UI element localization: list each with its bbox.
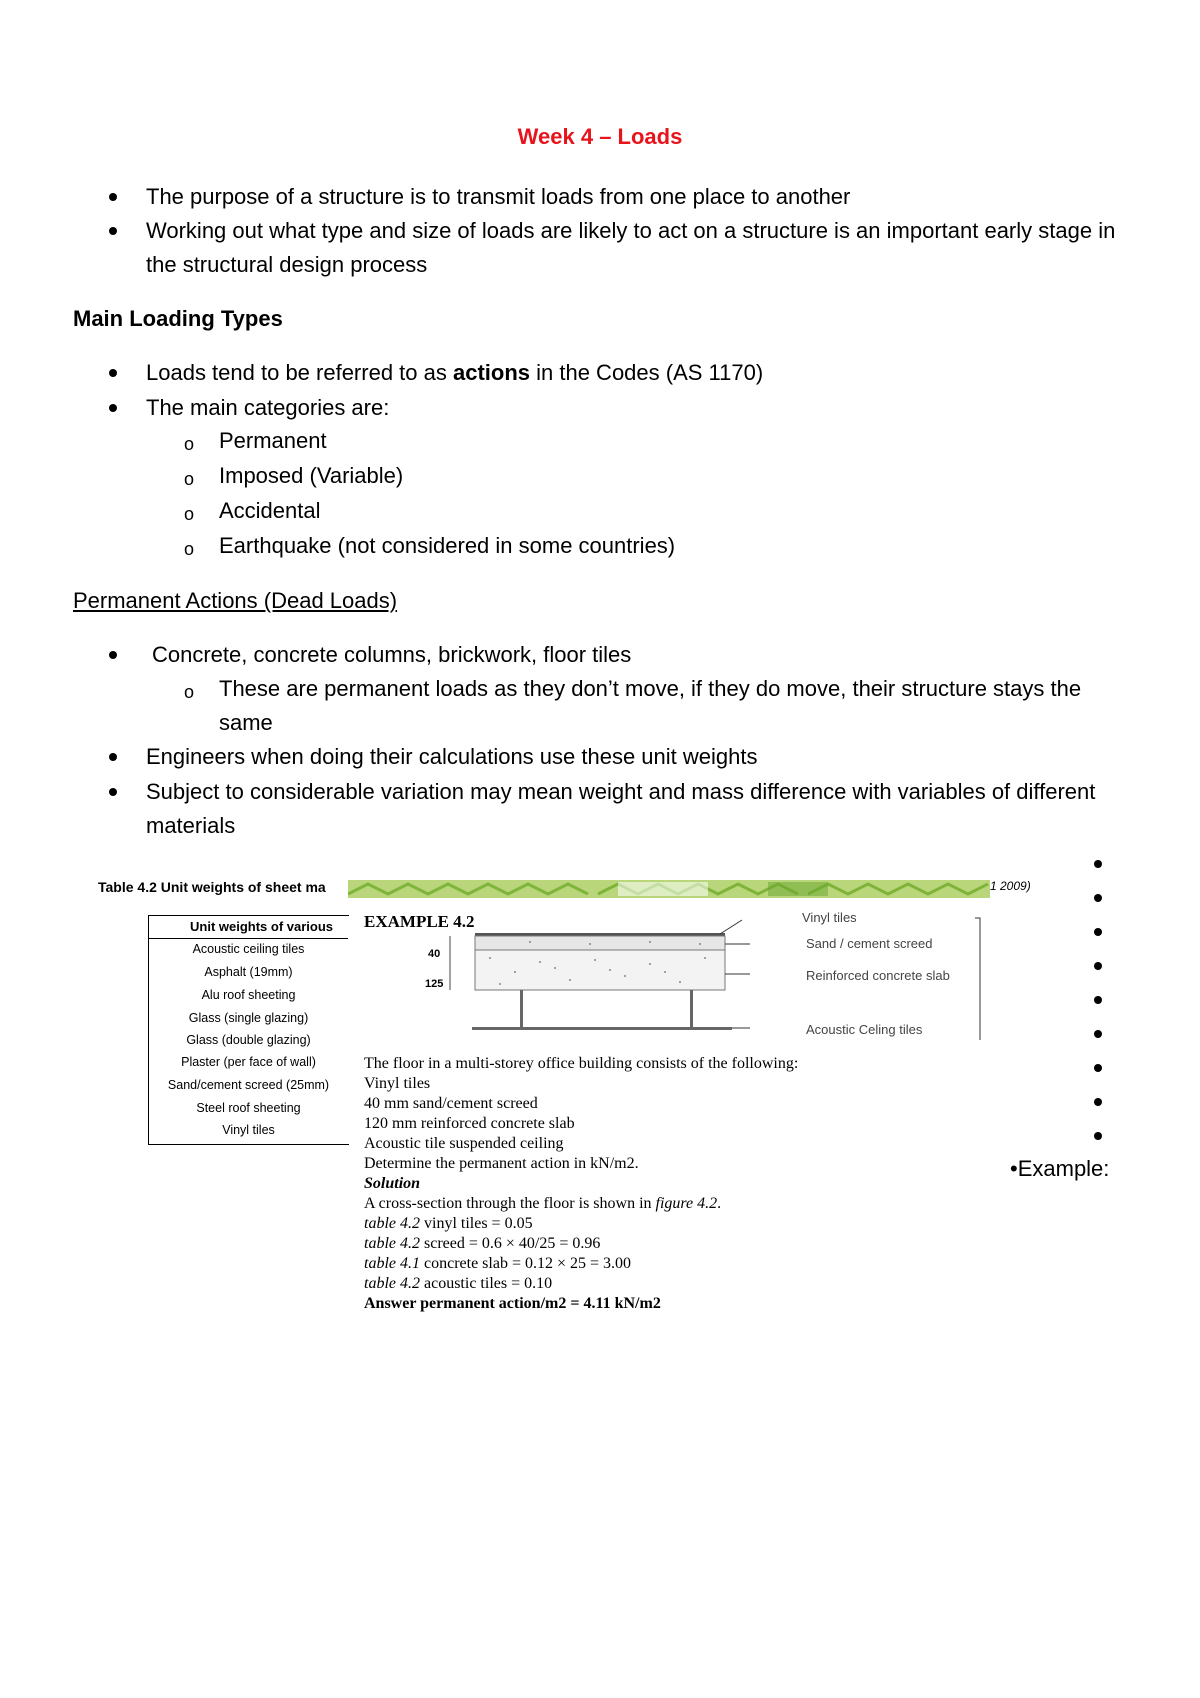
calc-line: [364, 1275, 552, 1293]
dimension-40: 40: [428, 948, 441, 960]
actions-text-post: in the Codes (AS 1170): [530, 360, 764, 385]
bullet-icon: [1094, 860, 1102, 868]
bullet-icon: [1094, 1132, 1102, 1140]
diagram-label: Reinforced concrete slab: [806, 968, 950, 983]
category-item: Imposed (Variable): [219, 463, 404, 488]
table-row: Glass (double glazing): [186, 1033, 311, 1047]
example-heading: EXAMPLE 4.2: [364, 912, 475, 931]
bullet-icon: [109, 193, 117, 201]
intro-bullet-1: The purpose of a structure is to transmit loads from one place to another: [146, 184, 851, 209]
sub-bullet-icon: o: [184, 504, 195, 524]
permanent-bullet-2: Engineers when doing their calculations use these unit weights: [146, 744, 758, 769]
section-heading-main-loading: Main Loading Types: [73, 306, 283, 331]
calc-ref: table 4.1: [364, 1255, 420, 1272]
example-text: 40 mm sand/cement screed: [364, 1095, 538, 1112]
bullet-icon: [109, 788, 117, 796]
dimension-125: 125: [425, 978, 444, 990]
example-text: 120 mm reinforced concrete slab: [364, 1115, 575, 1132]
table-row: Alu roof sheeting: [201, 988, 296, 1002]
table-row: Steel roof sheeting: [196, 1101, 301, 1115]
bullet-icon: [1094, 1030, 1102, 1038]
calc-ref: table 4.2: [364, 1275, 420, 1292]
solution-intro-pre: A cross-section through the floor is shown in: [364, 1195, 656, 1212]
category-item: Earthquake (not considered in some countries): [219, 533, 676, 558]
table-header-divider: [148, 938, 348, 939]
calc-value: concrete slab = 0.12 × 25 = 3.00: [420, 1255, 632, 1272]
table-header: Unit weights of various: [190, 919, 334, 934]
bullet-icon: [1094, 962, 1102, 970]
table-caption: Table 4.2 Unit weights of sheet ma: [98, 879, 326, 895]
table-caption-tail: 1 2009): [990, 879, 1031, 893]
table-row: Vinyl tiles: [222, 1123, 275, 1137]
sub-bullet-icon: o: [184, 682, 195, 702]
bullet-icon: [109, 651, 117, 659]
example-text: The floor in a multi-storey office building consists of the following:: [364, 1055, 799, 1072]
calc-line: [364, 1255, 631, 1273]
calc-ref: table 4.2: [364, 1235, 420, 1252]
main-loading-bullet-1: [146, 356, 763, 390]
table-row: Asphalt (19mm): [204, 965, 293, 979]
solution-heading: Solution: [364, 1175, 421, 1192]
example-label: •Example:: [1010, 1156, 1110, 1181]
calc-line: [364, 1215, 533, 1233]
sub-bullet-icon: o: [184, 539, 195, 559]
answer-line: Answer permanent action/m2 = 4.11 kN/m2: [364, 1295, 661, 1312]
example-text: Vinyl tiles: [364, 1075, 431, 1092]
intro-bullet-2: Working out what type and size of loads are likely to act on a structure is an important early stage in: [146, 218, 1116, 243]
sub-bullet-icon: o: [184, 434, 195, 454]
permanent-bullet-1: Concrete, concrete columns, brickwork, floor tiles: [152, 642, 632, 667]
bullet-icon: [1094, 928, 1102, 936]
solution-intro-post: .: [717, 1195, 722, 1212]
calc-ref: table 4.2: [364, 1215, 420, 1232]
main-loading-bullet-2: The main categories are:: [146, 395, 390, 420]
bullet-icon: [109, 369, 117, 377]
actions-bold: actions: [452, 360, 531, 385]
permanent-bullet-3-cont: materials: [146, 813, 236, 838]
bullet-icon: [109, 227, 117, 235]
actions-text-pre: Loads tend to be referred to as: [146, 360, 453, 385]
example-text: Determine the permanent action in kN/m2.: [364, 1155, 639, 1172]
solution-intro: [364, 1195, 721, 1213]
section-heading-permanent: Permanent Actions (Dead Loads): [73, 588, 398, 613]
diagram-label: Acoustic Celing tiles: [806, 1022, 923, 1037]
table-row: Acoustic ceiling tiles: [192, 942, 305, 956]
bullet-icon: [1094, 996, 1102, 1004]
permanent-sub-1-cont: same: [219, 710, 273, 735]
diagram-label: Sand / cement screed: [806, 936, 933, 951]
bullet-icon: [1094, 894, 1102, 902]
solution-intro-figure: figure 4.2: [655, 1195, 718, 1212]
decorative-banner: [348, 880, 990, 898]
category-item: Permanent: [219, 428, 327, 453]
bullet-icon: [1094, 1098, 1102, 1106]
intro-bullet-2-cont: the structural design process: [146, 252, 428, 277]
page-title: Week 4 – Loads: [517, 124, 683, 149]
table-row: Glass (single glazing): [188, 1011, 309, 1025]
table-row: Sand/cement screed (25mm): [167, 1078, 330, 1092]
bullet-icon: [1094, 1064, 1102, 1072]
calc-value: vinyl tiles = 0.05: [420, 1215, 533, 1232]
diagram-label: Vinyl tiles: [802, 910, 857, 925]
calc-line: [364, 1235, 600, 1253]
table-row: Plaster (per face of wall): [181, 1055, 316, 1069]
permanent-bullet-3: Subject to considerable variation may mean weight and mass difference with variables of different: [146, 779, 1096, 804]
category-item: Accidental: [219, 498, 321, 523]
sub-bullet-icon: o: [184, 469, 195, 489]
bullet-icon: [109, 404, 117, 412]
permanent-sub-1: These are permanent loads as they don’t move, if they do move, their structure stays the: [219, 676, 1082, 701]
example-text: Acoustic tile suspended ceiling: [364, 1135, 564, 1152]
calc-value: acoustic tiles = 0.10: [420, 1275, 553, 1292]
bullet-icon: [109, 753, 117, 761]
calc-value: screed = 0.6 × 40/25 = 0.96: [420, 1235, 601, 1252]
